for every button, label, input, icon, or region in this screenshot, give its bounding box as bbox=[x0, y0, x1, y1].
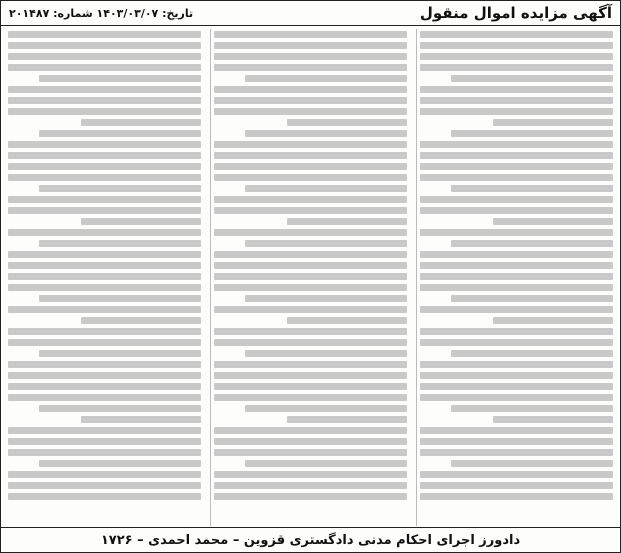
unreadable-text-line bbox=[81, 317, 201, 324]
unreadable-text-line bbox=[420, 97, 613, 104]
unreadable-text-line bbox=[8, 251, 201, 258]
unreadable-text-line bbox=[8, 108, 201, 115]
unreadable-text-line bbox=[8, 438, 201, 445]
unreadable-text-line bbox=[8, 152, 201, 159]
unreadable-text-line bbox=[214, 207, 407, 214]
unreadable-text-line bbox=[420, 383, 613, 390]
unreadable-text-line bbox=[214, 438, 407, 445]
unreadable-text-line bbox=[214, 196, 407, 203]
unreadable-text-line bbox=[245, 75, 407, 82]
unreadable-text-line bbox=[8, 361, 201, 368]
unreadable-text-line bbox=[214, 482, 407, 489]
unreadable-text-line bbox=[214, 229, 407, 236]
unreadable-text-line bbox=[245, 185, 407, 192]
notice-footer-signature: دادورز اجرای احکام مدنی دادگستری قزوین – محمد احمدی – ۱۷۲۶ bbox=[1, 527, 620, 552]
unreadable-text-line bbox=[214, 328, 407, 335]
unreadable-text-line bbox=[493, 317, 613, 324]
unreadable-text-line bbox=[245, 240, 407, 247]
unreadable-text-line bbox=[451, 350, 613, 357]
unreadable-text-line bbox=[214, 53, 407, 60]
unreadable-text-line bbox=[420, 141, 613, 148]
unreadable-text-line bbox=[287, 119, 407, 126]
unreadable-text-line bbox=[8, 383, 201, 390]
unreadable-text-line bbox=[420, 86, 613, 93]
unreadable-text-line bbox=[8, 306, 201, 313]
unreadable-text-line bbox=[420, 482, 613, 489]
unreadable-text-line bbox=[214, 361, 407, 368]
unreadable-text-line bbox=[214, 471, 407, 478]
unreadable-text-line bbox=[8, 372, 201, 379]
unreadable-text-line bbox=[214, 97, 407, 104]
unreadable-text-line bbox=[420, 174, 613, 181]
unreadable-text-line bbox=[214, 163, 407, 170]
unreadable-text-line bbox=[8, 141, 201, 148]
column-right bbox=[416, 29, 616, 526]
unreadable-text-line bbox=[8, 64, 201, 71]
unreadable-text-line bbox=[39, 350, 201, 357]
unreadable-text-line bbox=[214, 141, 407, 148]
unreadable-text-line bbox=[39, 460, 201, 467]
unreadable-text-line bbox=[214, 31, 407, 38]
unreadable-text-line bbox=[8, 449, 201, 456]
unreadable-text-line bbox=[420, 284, 613, 291]
unreadable-text-line bbox=[214, 108, 407, 115]
unreadable-text-line bbox=[420, 251, 613, 258]
unreadable-text-line bbox=[214, 174, 407, 181]
unreadable-text-line bbox=[420, 427, 613, 434]
unreadable-text-line bbox=[420, 42, 613, 49]
unreadable-text-line bbox=[214, 86, 407, 93]
unreadable-text-line bbox=[420, 372, 613, 379]
unreadable-text-line bbox=[214, 493, 407, 500]
unreadable-text-line bbox=[8, 86, 201, 93]
unreadable-text-line bbox=[420, 361, 613, 368]
unreadable-text-line bbox=[39, 130, 201, 137]
unreadable-text-line bbox=[451, 75, 613, 82]
unreadable-text-line bbox=[214, 262, 407, 269]
unreadable-text-line bbox=[214, 251, 407, 258]
notice-header bbox=[1, 1, 620, 26]
unreadable-text-line bbox=[8, 196, 201, 203]
unreadable-text-line bbox=[8, 207, 201, 214]
unreadable-text-line bbox=[214, 152, 407, 159]
unreadable-text-line bbox=[8, 284, 201, 291]
unreadable-text-line bbox=[214, 273, 407, 280]
unreadable-text-line bbox=[451, 130, 613, 137]
unreadable-text-line bbox=[214, 394, 407, 401]
unreadable-text-line bbox=[81, 416, 201, 423]
unreadable-text-line bbox=[420, 471, 613, 478]
unreadable-text-line bbox=[451, 240, 613, 247]
unreadable-text-line bbox=[8, 394, 201, 401]
unreadable-text-line bbox=[420, 108, 613, 115]
unreadable-text-line bbox=[8, 174, 201, 181]
unreadable-text-line bbox=[8, 273, 201, 280]
unreadable-text-line bbox=[214, 64, 407, 71]
unreadable-text-line bbox=[287, 416, 407, 423]
unreadable-text-line bbox=[420, 493, 613, 500]
unreadable-text-line bbox=[245, 130, 407, 137]
unreadable-text-line bbox=[214, 306, 407, 313]
unreadable-text-line bbox=[8, 482, 201, 489]
unreadable-text-line bbox=[8, 339, 201, 346]
notice-date-number: تاریخ: ۱۴۰۳/۰۳/۰۷ شماره: ۲۰۱۴۸۷ bbox=[9, 6, 194, 20]
column-left bbox=[5, 29, 204, 526]
body-columns bbox=[5, 29, 616, 526]
unreadable-text-line bbox=[8, 53, 201, 60]
unreadable-text-line bbox=[420, 262, 613, 269]
column-middle bbox=[210, 29, 410, 526]
unreadable-text-line bbox=[8, 97, 201, 104]
unreadable-text-line bbox=[214, 449, 407, 456]
unreadable-text-line bbox=[214, 339, 407, 346]
unreadable-text-line bbox=[451, 185, 613, 192]
unreadable-text-line bbox=[420, 152, 613, 159]
unreadable-text-line bbox=[214, 42, 407, 49]
unreadable-text-line bbox=[214, 284, 407, 291]
unreadable-text-line bbox=[8, 31, 201, 38]
unreadable-text-line bbox=[39, 185, 201, 192]
unreadable-text-line bbox=[420, 438, 613, 445]
notice-title: آگهی مزایده اموال منقول bbox=[419, 4, 612, 22]
unreadable-text-line bbox=[8, 42, 201, 49]
unreadable-text-line bbox=[420, 273, 613, 280]
unreadable-text-line bbox=[420, 449, 613, 456]
unreadable-text-line bbox=[451, 295, 613, 302]
unreadable-text-line bbox=[39, 75, 201, 82]
unreadable-text-line bbox=[493, 218, 613, 225]
unreadable-text-line bbox=[8, 163, 201, 170]
unreadable-text-line bbox=[39, 405, 201, 412]
unreadable-text-line bbox=[420, 64, 613, 71]
unreadable-text-line bbox=[8, 493, 201, 500]
unreadable-text-line bbox=[420, 207, 613, 214]
unreadable-text-line bbox=[8, 471, 201, 478]
unreadable-text-line bbox=[214, 383, 407, 390]
unreadable-text-line bbox=[245, 295, 407, 302]
unreadable-text-line bbox=[420, 163, 613, 170]
unreadable-text-line bbox=[245, 405, 407, 412]
unreadable-text-line bbox=[81, 218, 201, 225]
unreadable-text-line bbox=[493, 119, 613, 126]
unreadable-text-line bbox=[8, 427, 201, 434]
unreadable-text-line bbox=[451, 405, 613, 412]
unreadable-text-line bbox=[39, 240, 201, 247]
unreadable-text-line bbox=[420, 196, 613, 203]
unreadable-text-line bbox=[8, 262, 201, 269]
unreadable-text-line bbox=[214, 427, 407, 434]
unreadable-text-line bbox=[287, 218, 407, 225]
unreadable-text-line bbox=[493, 416, 613, 423]
unreadable-text-line bbox=[420, 328, 613, 335]
unreadable-text-line bbox=[39, 295, 201, 302]
unreadable-text-line bbox=[245, 350, 407, 357]
unreadable-text-line bbox=[420, 53, 613, 60]
unreadable-text-line bbox=[420, 306, 613, 313]
unreadable-text-line bbox=[245, 460, 407, 467]
unreadable-text-line bbox=[420, 229, 613, 236]
unreadable-text-line bbox=[420, 394, 613, 401]
unreadable-text-line bbox=[214, 372, 407, 379]
unreadable-text-line bbox=[8, 229, 201, 236]
unreadable-text-line bbox=[451, 460, 613, 467]
unreadable-text-line bbox=[8, 328, 201, 335]
unreadable-text-line bbox=[287, 317, 407, 324]
unreadable-text-line bbox=[81, 119, 201, 126]
unreadable-text-line bbox=[420, 339, 613, 346]
unreadable-text-line bbox=[420, 31, 613, 38]
